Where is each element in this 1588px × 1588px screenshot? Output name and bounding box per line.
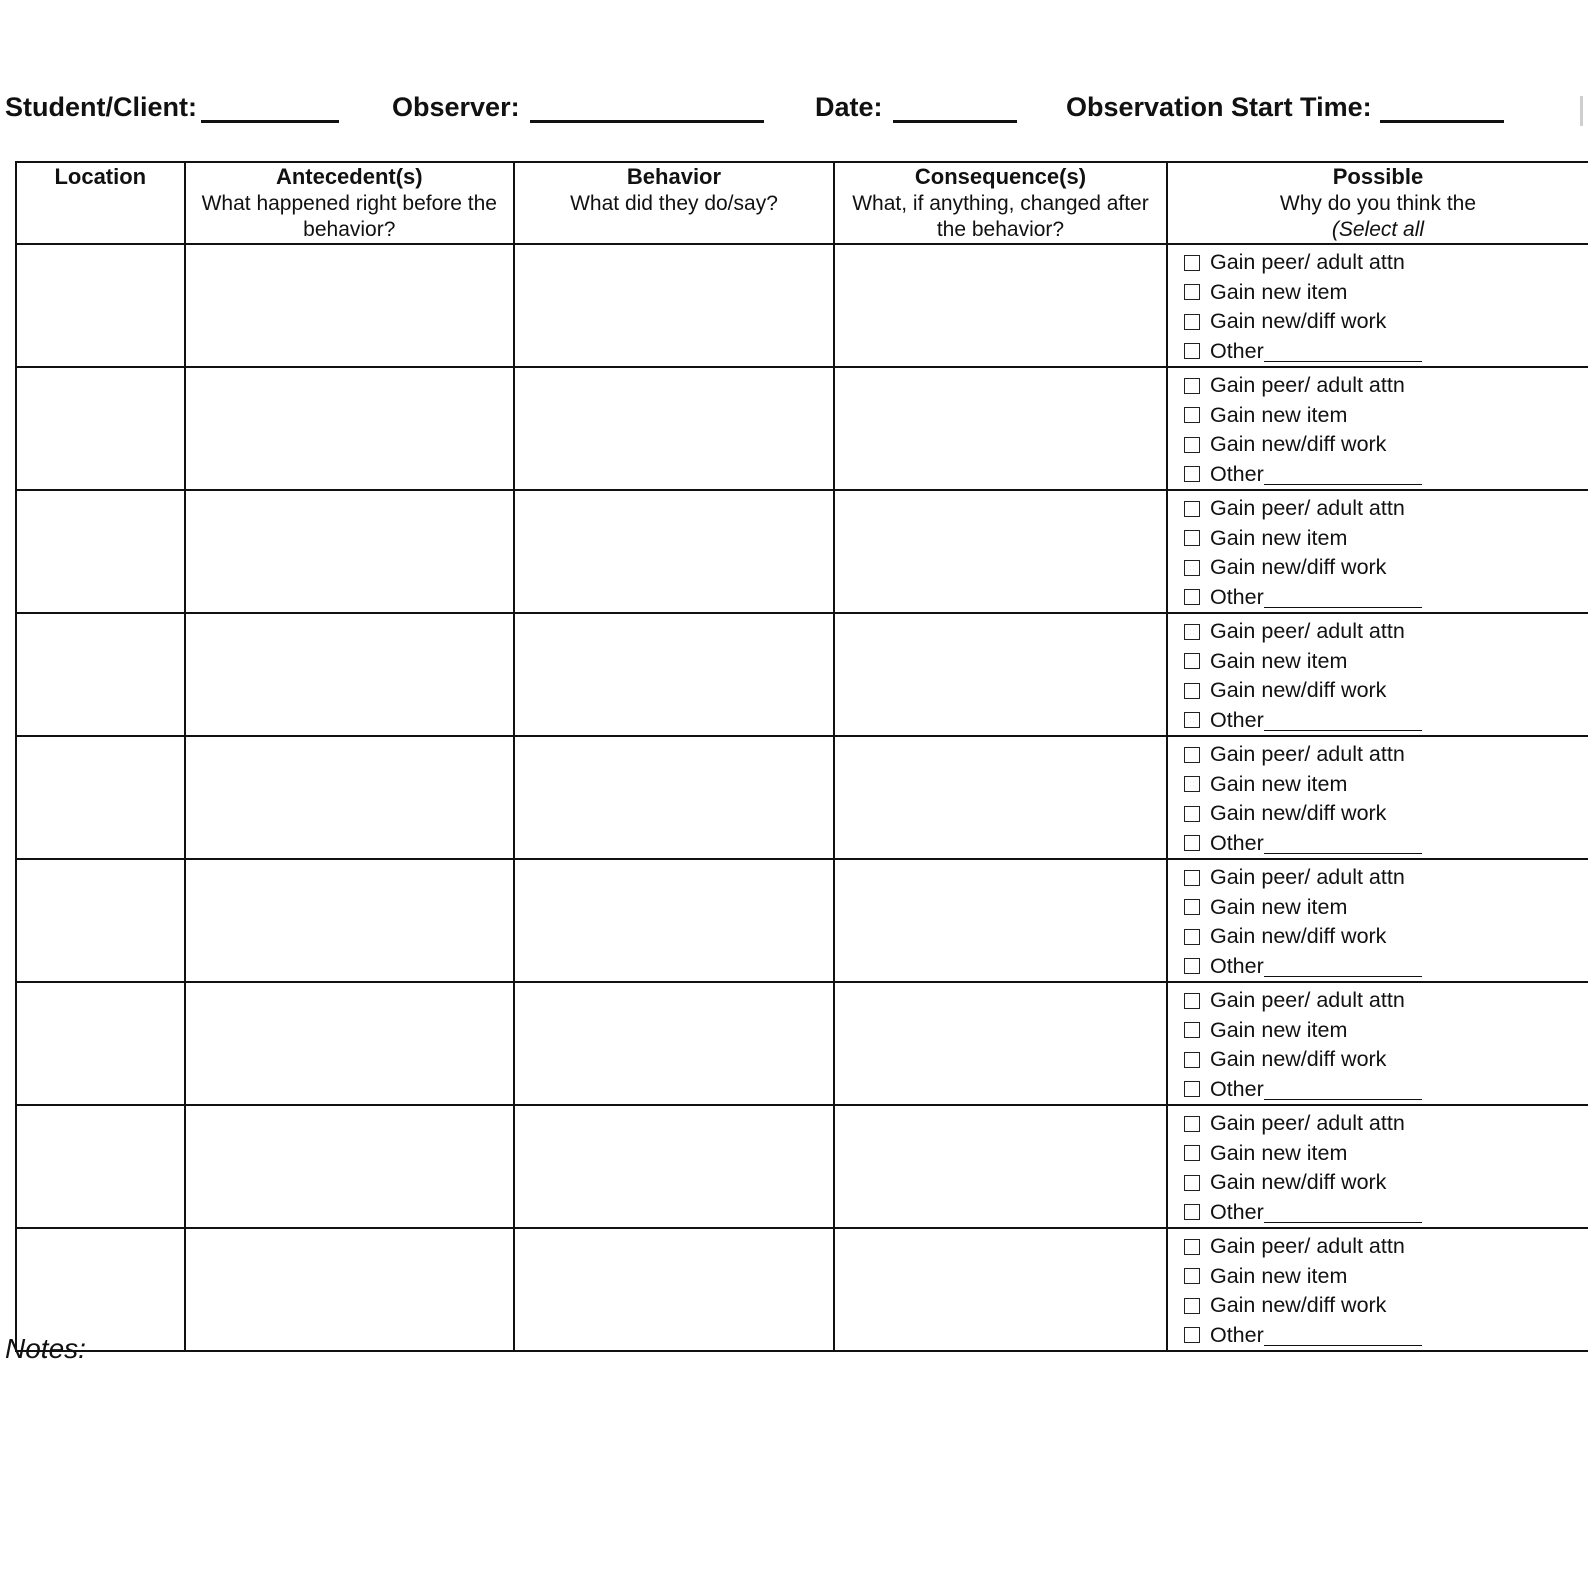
- function-option-label: Gain new/diff work: [1209, 1293, 1387, 1318]
- observer-field[interactable]: [392, 92, 764, 123]
- checkbox[interactable]: [1184, 870, 1200, 886]
- date-label: Date:: [815, 92, 883, 122]
- consequence-cell[interactable]: [834, 244, 1167, 367]
- header-location: [16, 162, 185, 244]
- behavior-cell[interactable]: [514, 1105, 834, 1228]
- function-option-gain-attention: [1184, 740, 1588, 770]
- table-row: [16, 1105, 1588, 1228]
- location-cell[interactable]: [16, 490, 185, 613]
- function-option-gain-item: [1184, 893, 1588, 923]
- checkbox[interactable]: [1184, 407, 1200, 423]
- function-option-label: Gain peer/ adult attn: [1209, 1111, 1405, 1136]
- checkbox[interactable]: [1184, 378, 1200, 394]
- checkbox[interactable]: [1184, 806, 1200, 822]
- behavior-cell[interactable]: [514, 736, 834, 859]
- function-option-gain-attention: [1184, 248, 1588, 278]
- other-blank[interactable]: [1264, 341, 1422, 362]
- checkbox[interactable]: [1184, 1022, 1200, 1038]
- consequence-title: Consequence(s): [914, 164, 1087, 189]
- date-blank[interactable]: [893, 94, 1017, 123]
- antecedent-cell[interactable]: [185, 490, 514, 613]
- checkbox[interactable]: [1184, 437, 1200, 453]
- function-option-label: Gain peer/ adult attn: [1209, 742, 1405, 767]
- checkbox[interactable]: [1184, 653, 1200, 669]
- student-client-blank[interactable]: [201, 94, 339, 123]
- function-option-gain-attention: [1184, 1109, 1588, 1139]
- function-option-gain-work: [1184, 307, 1588, 337]
- function-option-label: Gain new item: [1209, 402, 1348, 427]
- location-cell[interactable]: [16, 613, 185, 736]
- function-cell: [1167, 736, 1588, 859]
- function-option-label: Gain new item: [1209, 1017, 1348, 1042]
- function-option-label: Gain new/diff work: [1209, 678, 1387, 703]
- function-option-gain-item: [1184, 278, 1588, 308]
- other-blank[interactable]: [1264, 833, 1422, 854]
- table-body: [16, 244, 1588, 1351]
- checkbox[interactable]: [1184, 1175, 1200, 1191]
- antecedent-cell[interactable]: [185, 244, 514, 367]
- checkbox[interactable]: [1184, 501, 1200, 517]
- function-option-gain-item: [1184, 1262, 1588, 1292]
- checkbox[interactable]: [1184, 314, 1200, 330]
- checkbox[interactable]: [1184, 958, 1200, 974]
- location-cell[interactable]: [16, 244, 185, 367]
- checkbox[interactable]: [1184, 993, 1200, 1009]
- consequence-cell[interactable]: [834, 1228, 1167, 1351]
- checkbox[interactable]: [1184, 284, 1200, 300]
- function-option-gain-work: [1184, 430, 1588, 460]
- function-option-label: Other: [1209, 830, 1264, 855]
- table-row: [16, 490, 1588, 613]
- antecedent-cell[interactable]: [185, 982, 514, 1105]
- checkbox[interactable]: [1184, 1081, 1200, 1097]
- location-cell[interactable]: [16, 367, 185, 490]
- consequence-subtitle: What, if anything, changed after the behavior?: [852, 192, 1149, 241]
- function-cell: [1167, 244, 1588, 367]
- function-option-label: Gain new/diff work: [1209, 1170, 1387, 1195]
- checkbox[interactable]: [1184, 1239, 1200, 1255]
- consequence-cell[interactable]: [834, 367, 1167, 490]
- header-antecedent: [185, 162, 514, 244]
- function-option-label: Gain new item: [1209, 1140, 1348, 1165]
- function-option-label: Gain peer/ adult attn: [1209, 1234, 1405, 1259]
- function-option-gain-work: [1184, 922, 1588, 952]
- function-option-label: Gain new/diff work: [1209, 924, 1387, 949]
- checkbox[interactable]: [1184, 560, 1200, 576]
- consequence-cell[interactable]: [834, 613, 1167, 736]
- function-option-label: Other: [1209, 707, 1264, 732]
- antecedent-cell[interactable]: [185, 367, 514, 490]
- function-option-label: Other: [1209, 953, 1264, 978]
- antecedent-subtitle: What happened right before the behavior?: [201, 192, 497, 241]
- function-option-label: Gain new item: [1209, 525, 1348, 550]
- function-option-gain-attention: [1184, 986, 1588, 1016]
- function-option-gain-attention: [1184, 1232, 1588, 1262]
- checkbox[interactable]: [1184, 1116, 1200, 1132]
- location-cell[interactable]: [16, 1105, 185, 1228]
- location-cell[interactable]: [16, 982, 185, 1105]
- antecedent-cell[interactable]: [185, 859, 514, 982]
- checkbox[interactable]: [1184, 255, 1200, 271]
- consequence-cell[interactable]: [834, 982, 1167, 1105]
- function-option-other: [1184, 706, 1588, 736]
- table-header-row: [16, 162, 1588, 244]
- other-blank[interactable]: [1264, 1079, 1422, 1100]
- function-option-label: Other: [1209, 1076, 1264, 1101]
- checkbox[interactable]: [1184, 1327, 1200, 1343]
- observer-label: Observer:: [392, 92, 520, 122]
- function-option-gain-work: [1184, 799, 1588, 829]
- function-option-label: Gain new item: [1209, 894, 1348, 919]
- table-row: [16, 244, 1588, 367]
- table-row: [16, 613, 1588, 736]
- function-option-label: Other: [1209, 461, 1264, 486]
- behavior-title: Behavior: [626, 164, 722, 189]
- behavior-cell[interactable]: [514, 859, 834, 982]
- function-option-gain-work: [1184, 676, 1588, 706]
- header-function: [1167, 162, 1588, 244]
- function-cell: [1167, 613, 1588, 736]
- function-option-gain-work: [1184, 553, 1588, 583]
- other-blank[interactable]: [1264, 587, 1422, 608]
- function-option-label: Gain new/diff work: [1209, 555, 1387, 580]
- table-row: [16, 982, 1588, 1105]
- function-options: [1168, 491, 1588, 612]
- start-time-label: Observation Start Time:: [1066, 92, 1372, 122]
- checkbox[interactable]: [1184, 1145, 1200, 1161]
- behavior-cell[interactable]: [514, 490, 834, 613]
- checkbox[interactable]: [1184, 899, 1200, 915]
- function-option-other: [1184, 1321, 1588, 1351]
- function-option-label: Gain new item: [1209, 648, 1348, 673]
- behavior-cell[interactable]: [514, 982, 834, 1105]
- location-cell[interactable]: [16, 859, 185, 982]
- cut-off-header-mark: [1580, 96, 1588, 126]
- abc-data-table: [15, 161, 1588, 1352]
- checkbox[interactable]: [1184, 624, 1200, 640]
- function-option-gain-work: [1184, 1168, 1588, 1198]
- function-note: (Select all: [1331, 218, 1425, 241]
- student-client-field[interactable]: [5, 92, 339, 123]
- function-option-label: Gain peer/ adult attn: [1209, 865, 1405, 890]
- checkbox[interactable]: [1184, 747, 1200, 763]
- function-option-gain-item: [1184, 1016, 1588, 1046]
- observer-blank[interactable]: [530, 94, 764, 123]
- function-option-label: Gain peer/ adult attn: [1209, 250, 1405, 275]
- antecedent-cell[interactable]: [185, 1105, 514, 1228]
- function-cell: [1167, 982, 1588, 1105]
- function-option-gain-item: [1184, 1139, 1588, 1169]
- function-option-gain-item: [1184, 770, 1588, 800]
- function-option-gain-work: [1184, 1291, 1588, 1321]
- checkbox[interactable]: [1184, 835, 1200, 851]
- function-option-label: Gain new/diff work: [1209, 1047, 1387, 1072]
- table-row: [16, 1228, 1588, 1351]
- table-row: [16, 859, 1588, 982]
- function-option-label: Other: [1209, 584, 1264, 609]
- behavior-cell[interactable]: [514, 613, 834, 736]
- date-field[interactable]: [815, 92, 1017, 123]
- function-options: [1168, 368, 1588, 489]
- start-time-field[interactable]: [1066, 92, 1504, 123]
- function-options: [1168, 1106, 1588, 1227]
- function-option-label: Gain peer/ adult attn: [1209, 373, 1405, 398]
- checkbox[interactable]: [1184, 1298, 1200, 1314]
- function-subtitle: Why do you think the: [1279, 192, 1477, 215]
- other-blank[interactable]: [1264, 464, 1422, 485]
- location-title: Location: [54, 164, 147, 189]
- behavior-cell[interactable]: [514, 1228, 834, 1351]
- start-time-blank[interactable]: [1380, 94, 1504, 123]
- function-cell: [1167, 367, 1588, 490]
- student-client-label: Student/Client:: [5, 92, 197, 122]
- antecedent-cell[interactable]: [185, 1228, 514, 1351]
- function-option-other: [1184, 829, 1588, 859]
- function-title: Possible: [1332, 164, 1424, 189]
- function-option-other: [1184, 460, 1588, 490]
- checkbox[interactable]: [1184, 929, 1200, 945]
- function-option-other: [1184, 1198, 1588, 1228]
- function-option-gain-attention: [1184, 494, 1588, 524]
- function-cell: [1167, 1228, 1588, 1351]
- checkbox[interactable]: [1184, 1204, 1200, 1220]
- function-option-label: Other: [1209, 1199, 1264, 1224]
- consequence-cell[interactable]: [834, 736, 1167, 859]
- antecedent-title: Antecedent(s): [275, 164, 423, 189]
- consequence-cell[interactable]: [834, 490, 1167, 613]
- function-option-gain-item: [1184, 524, 1588, 554]
- checkbox[interactable]: [1184, 1052, 1200, 1068]
- checkbox[interactable]: [1184, 683, 1200, 699]
- checkbox[interactable]: [1184, 343, 1200, 359]
- other-blank[interactable]: [1264, 710, 1422, 731]
- behavior-subtitle: What did they do/say?: [570, 192, 778, 215]
- function-cell: [1167, 859, 1588, 982]
- antecedent-cell[interactable]: [185, 613, 514, 736]
- function-options: [1168, 614, 1588, 735]
- location-cell[interactable]: [16, 736, 185, 859]
- function-option-other: [1184, 583, 1588, 613]
- table-row: [16, 736, 1588, 859]
- checkbox[interactable]: [1184, 1268, 1200, 1284]
- other-blank[interactable]: [1264, 956, 1422, 977]
- consequence-cell[interactable]: [834, 1105, 1167, 1228]
- other-blank[interactable]: [1264, 1202, 1422, 1223]
- behavior-cell[interactable]: [514, 244, 834, 367]
- other-blank[interactable]: [1264, 1325, 1422, 1346]
- notes-label: Notes:: [5, 1333, 86, 1364]
- function-options: [1168, 1229, 1588, 1350]
- function-option-label: Gain new/diff work: [1209, 309, 1387, 334]
- function-option-label: Gain new/diff work: [1209, 432, 1387, 457]
- function-option-label: Gain peer/ adult attn: [1209, 619, 1405, 644]
- header-consequence: [834, 162, 1167, 244]
- function-option-gain-attention: [1184, 863, 1588, 893]
- antecedent-cell[interactable]: [185, 736, 514, 859]
- function-option-gain-item: [1184, 401, 1588, 431]
- function-option-gain-attention: [1184, 371, 1588, 401]
- function-option-other: [1184, 952, 1588, 982]
- checkbox[interactable]: [1184, 712, 1200, 728]
- function-options: [1168, 737, 1588, 858]
- checkbox[interactable]: [1184, 589, 1200, 605]
- table-row: [16, 367, 1588, 490]
- consequence-cell[interactable]: [834, 859, 1167, 982]
- function-option-label: Gain new item: [1209, 771, 1348, 796]
- function-options: [1168, 983, 1588, 1104]
- function-option-label: Other: [1209, 1322, 1264, 1347]
- function-options: [1168, 860, 1588, 981]
- header-behavior: [514, 162, 834, 244]
- function-option-label: Gain peer/ adult attn: [1209, 988, 1405, 1013]
- checkbox[interactable]: [1184, 530, 1200, 546]
- function-option-label: Gain new item: [1209, 279, 1348, 304]
- function-option-other: [1184, 337, 1588, 367]
- function-option-gain-work: [1184, 1045, 1588, 1075]
- function-option-label: Gain peer/ adult attn: [1209, 496, 1405, 521]
- function-cell: [1167, 490, 1588, 613]
- function-option-label: Gain new/diff work: [1209, 801, 1387, 826]
- function-cell: [1167, 1105, 1588, 1228]
- checkbox[interactable]: [1184, 776, 1200, 792]
- function-option-gain-item: [1184, 647, 1588, 677]
- function-option-other: [1184, 1075, 1588, 1105]
- function-option-label: Other: [1209, 338, 1264, 363]
- function-options: [1168, 245, 1588, 366]
- function-option-gain-attention: [1184, 617, 1588, 647]
- behavior-cell[interactable]: [514, 367, 834, 490]
- function-option-label: Gain new item: [1209, 1263, 1348, 1288]
- checkbox[interactable]: [1184, 466, 1200, 482]
